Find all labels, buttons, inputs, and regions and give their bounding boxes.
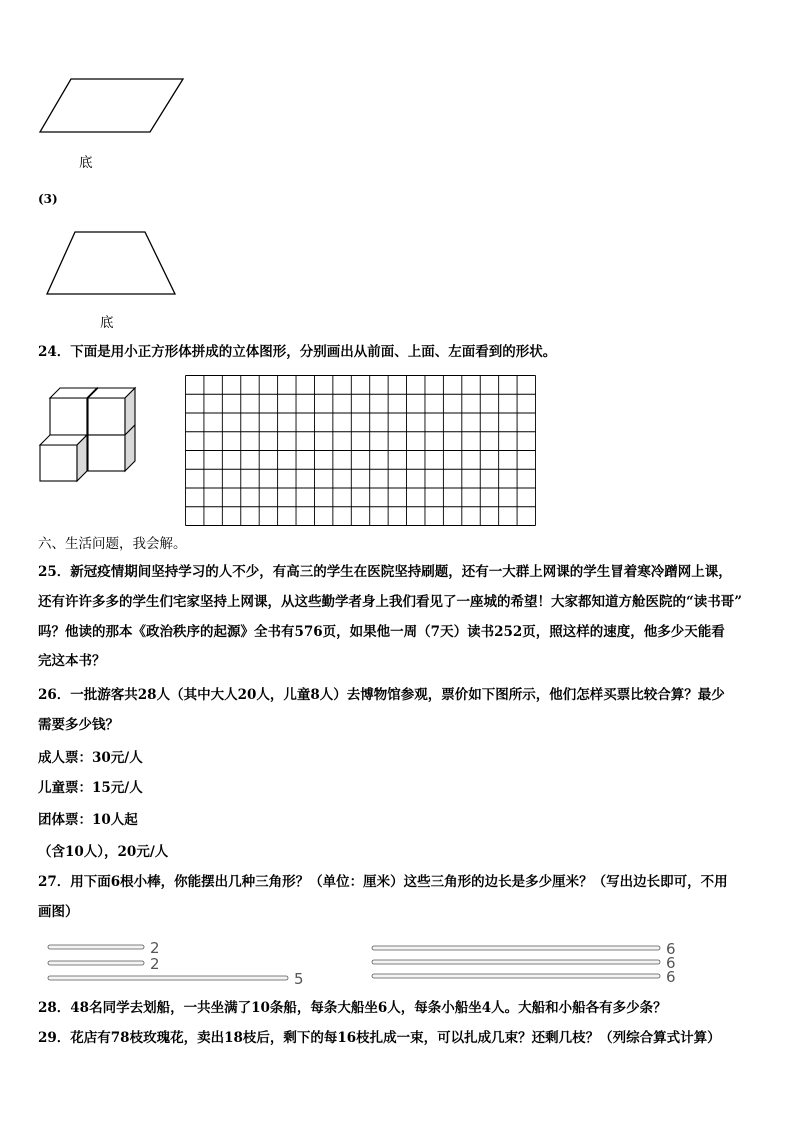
stick-length-label: 6: [666, 954, 676, 972]
cube-stack-figure: [38, 386, 143, 486]
stick: [372, 974, 660, 978]
parallelogram-figure: [38, 77, 188, 137]
question-24: 24．下面是用小正方形体拼成的立体图形，分别画出从前面、上面、左面看到的形状。: [38, 344, 557, 360]
question-26-line-1: 26．一批游客共28人（其中大人20人，儿童8人）去博物馆参观，票价如下图所示，他们怎样买票比较合算？最少: [38, 687, 725, 703]
question-25-line-3: 吗？他读的那本《政治秩序的起源》全书有576页，如果他一周（7天）读书252页，照这样的速度，他多少天能看: [38, 624, 725, 640]
drawing-grid: [185, 375, 536, 526]
stick: [48, 976, 288, 980]
question-26-line-2: 需要多少钱？: [38, 717, 119, 733]
question-27-line-1: 27．用下面6根小棒，你能摆出几种三角形？（单位：厘米）这些三角形的边长是多少厘米？（写出边长即可，不用: [38, 874, 728, 890]
trapezoid-figure: [45, 230, 180, 300]
stick: [48, 961, 144, 965]
stick-length-label: 2: [150, 939, 160, 957]
stick-length-label: 6: [666, 940, 676, 958]
question-29: 29．花店有78枝玫瑰花，卖出18枝后，剩下的每16枝扎成一束，可以扎成几束？还剩几枝？（列综合算式计算）: [38, 1030, 721, 1046]
price-adult: 成人票：30元/人: [38, 750, 143, 766]
stick-length-label: 6: [666, 968, 676, 986]
question-25-line-1: 25．新冠疫情期间坚持学习的人不少，有高三的学生在医院坚持刷题，还有一大群上网课的学生冒着寒冷蹭网上课，: [38, 564, 732, 580]
stick: [372, 960, 660, 964]
stick: [372, 946, 660, 950]
price-group: 团体票：10人起: [38, 812, 138, 828]
section-6-heading: 六、生活问题，我会解。: [38, 536, 187, 552]
trapezoid-base-label: 底: [100, 315, 114, 331]
question-28: 28．48名同学去划船，一共坐满了10条船，每条大船坐6人，每条小船坐4人。大船和小船各有多少条？: [38, 1000, 667, 1016]
stick-length-label: 5: [294, 970, 304, 988]
question-25-line-4: 完这本书？: [38, 653, 106, 669]
stick: [48, 945, 144, 949]
question-25-line-2: 还有许许多多的学生们宅家坚持上网课，从这些勤学者身上我们看见了一座城的希望！大家都知道方舱医院的“读书哥”: [38, 594, 743, 610]
sticks-figure: [0, 935, 794, 990]
price-child: 儿童票：15元/人: [38, 780, 143, 796]
parallelogram-base-label: 底: [79, 155, 93, 171]
question-27-line-2: 画图）: [38, 904, 79, 920]
part-3-label: (3): [38, 192, 58, 206]
price-group-detail: （含10人），20元/人: [38, 844, 169, 860]
stick-length-label: 2: [150, 955, 160, 973]
